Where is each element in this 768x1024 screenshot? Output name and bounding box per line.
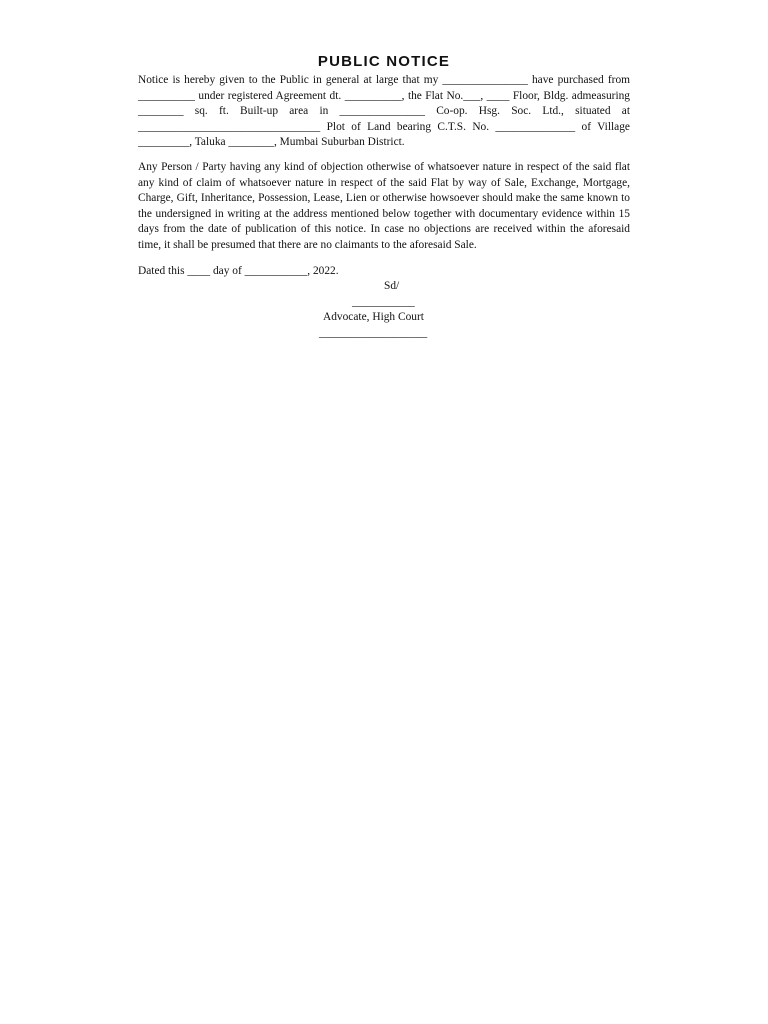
address-line: ___________________ <box>319 326 428 339</box>
notice-title: PUBLIC NOTICE <box>317 53 451 70</box>
notice-paragraph-purchase: Notice is hereby given to the Public in general at large that my _______________ have purchased from __________ under registered Agreement dt. __________, the Flat No.___, ____ Floor, Bldg. admeasuring ________ sq. ft. Built-up area in _______________ Co-op. Hsg. Soc. Ltd., situated at ________________________________ Plot of Land bearing C.T.S. No. ______________ of Village _________, Taluka ________, Mumbai Suburban District. <box>138 74 630 149</box>
notice-paragraph-objection: Any Person / Party having any kind of objection otherwise of whatsoever nature in respect of the said flat any kind of claim of whatsoever nature in respect of the said Flat by way of Sale, Exchange, Mortgage, Charge, Gift, Inheritance, Possession, Lease, Lien or otherwise howsoever should make the same known to the undersigned in writing at the address mentioned below together with documentary evidence within 15 days from the date of publication of this notice. In case no objections are received within the aforesaid time, it shall be presumed that there are no claimants to the aforesaid Sale. <box>138 160 630 251</box>
dated-line: Dated this ____ day of ___________, 2022. <box>138 264 339 277</box>
notice-content <box>138 52 630 342</box>
advocate-designation: Advocate, High Court <box>323 311 424 324</box>
signature-line: ___________ <box>352 295 415 308</box>
signature-block <box>138 279 630 341</box>
signature-mark: Sd/ <box>384 280 400 293</box>
